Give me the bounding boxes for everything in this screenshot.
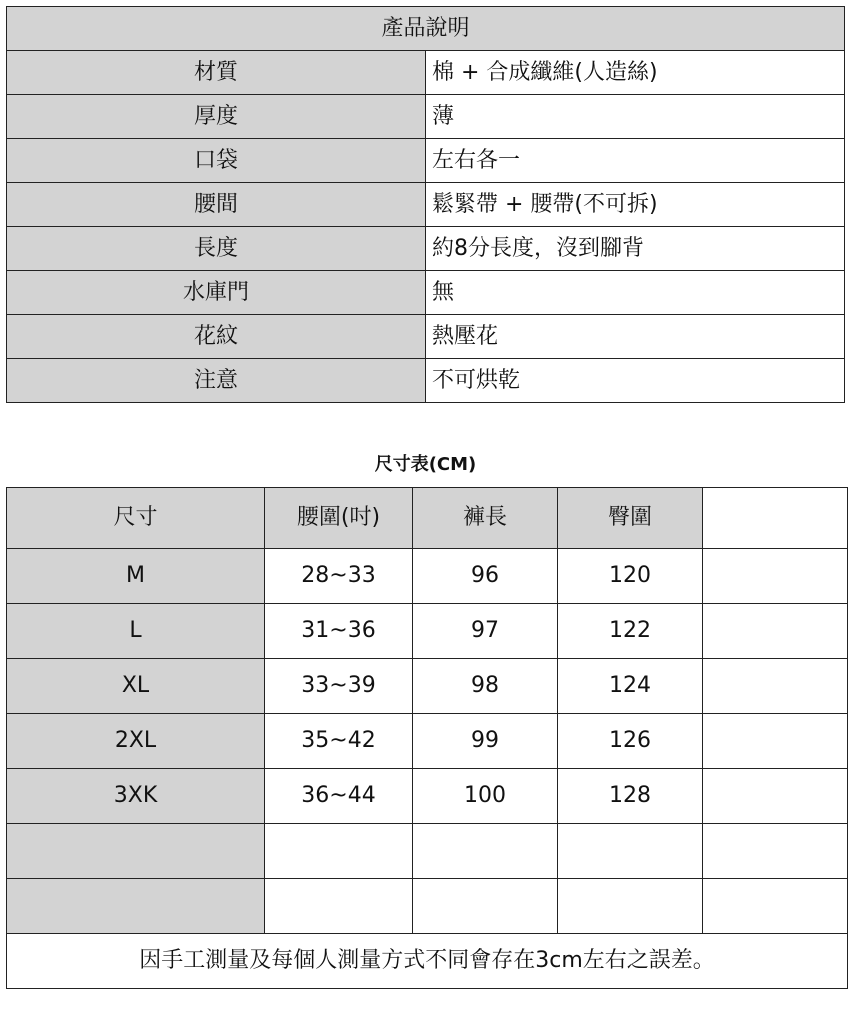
size-chart-header-row <box>7 488 848 549</box>
empty-cell <box>703 879 848 934</box>
size-chart-table <box>6 487 848 989</box>
size-chart-title: 尺寸表(CM) <box>374 454 477 475</box>
description-label: 注意 <box>7 359 426 403</box>
hip-cell: 122 <box>558 604 703 659</box>
waist-cell: 31~36 <box>265 604 413 659</box>
length-cell: 97 <box>413 604 558 659</box>
measurement-note-row <box>7 934 848 989</box>
empty-cell <box>703 549 848 604</box>
description-row-pattern <box>7 315 845 359</box>
length-cell: 100 <box>413 769 558 824</box>
description-row-fly <box>7 271 845 315</box>
table-row <box>7 879 848 934</box>
table-row <box>7 659 848 714</box>
description-header: 產品說明 <box>7 7 845 51</box>
hip-cell: 126 <box>558 714 703 769</box>
description-value: 棉 + 合成纖維(人造絲) <box>426 51 845 95</box>
description-row-length <box>7 227 845 271</box>
description-label: 長度 <box>7 227 426 271</box>
table-row <box>7 714 848 769</box>
description-row-material <box>7 51 845 95</box>
column-header-hip: 臀圍 <box>558 488 703 549</box>
description-value: 左右各一 <box>426 139 845 183</box>
size-cell <box>7 824 265 879</box>
waist-cell: 35~42 <box>265 714 413 769</box>
empty-cell <box>703 604 848 659</box>
measurement-note: 因手工測量及每個人測量方式不同會存在3cm左右之誤差。 <box>7 934 848 989</box>
table-row <box>7 604 848 659</box>
hip-cell: 128 <box>558 769 703 824</box>
size-cell <box>7 879 265 934</box>
description-value: 無 <box>426 271 845 315</box>
waist-cell: 36~44 <box>265 769 413 824</box>
description-label: 厚度 <box>7 95 426 139</box>
length-cell <box>413 879 558 934</box>
size-cell: 2XL <box>7 714 265 769</box>
length-cell <box>413 824 558 879</box>
column-header-waist: 腰圍(吋) <box>265 488 413 549</box>
table-row <box>7 549 848 604</box>
hip-cell: 120 <box>558 549 703 604</box>
length-cell: 98 <box>413 659 558 714</box>
column-header-length: 褲長 <box>413 488 558 549</box>
description-header-row <box>7 7 845 51</box>
description-label: 腰間 <box>7 183 426 227</box>
waist-cell: 28~33 <box>265 549 413 604</box>
table-row <box>7 769 848 824</box>
table-row <box>7 824 848 879</box>
column-header-empty <box>703 488 848 549</box>
column-header-size: 尺寸 <box>7 488 265 549</box>
length-cell: 96 <box>413 549 558 604</box>
size-cell: 3XK <box>7 769 265 824</box>
empty-cell <box>703 714 848 769</box>
description-label: 花紋 <box>7 315 426 359</box>
hip-cell <box>558 824 703 879</box>
description-row-waist <box>7 183 845 227</box>
description-label: 水庫門 <box>7 271 426 315</box>
waist-cell <box>265 824 413 879</box>
hip-cell <box>558 879 703 934</box>
description-label: 材質 <box>7 51 426 95</box>
description-row-thickness <box>7 95 845 139</box>
size-cell: L <box>7 604 265 659</box>
description-row-pocket <box>7 139 845 183</box>
description-value: 熱壓花 <box>426 315 845 359</box>
product-description-table <box>6 6 845 403</box>
description-value: 薄 <box>426 95 845 139</box>
description-label: 口袋 <box>7 139 426 183</box>
waist-cell: 33~39 <box>265 659 413 714</box>
size-cell: XL <box>7 659 265 714</box>
empty-cell <box>703 769 848 824</box>
description-row-caution <box>7 359 845 403</box>
waist-cell <box>265 879 413 934</box>
description-value: 約8分長度，沒到腳背 <box>426 227 845 271</box>
size-cell: M <box>7 549 265 604</box>
description-value: 鬆緊帶 + 腰帶(不可拆) <box>426 183 845 227</box>
hip-cell: 124 <box>558 659 703 714</box>
empty-cell <box>703 824 848 879</box>
length-cell: 99 <box>413 714 558 769</box>
description-value: 不可烘乾 <box>426 359 845 403</box>
empty-cell <box>703 659 848 714</box>
